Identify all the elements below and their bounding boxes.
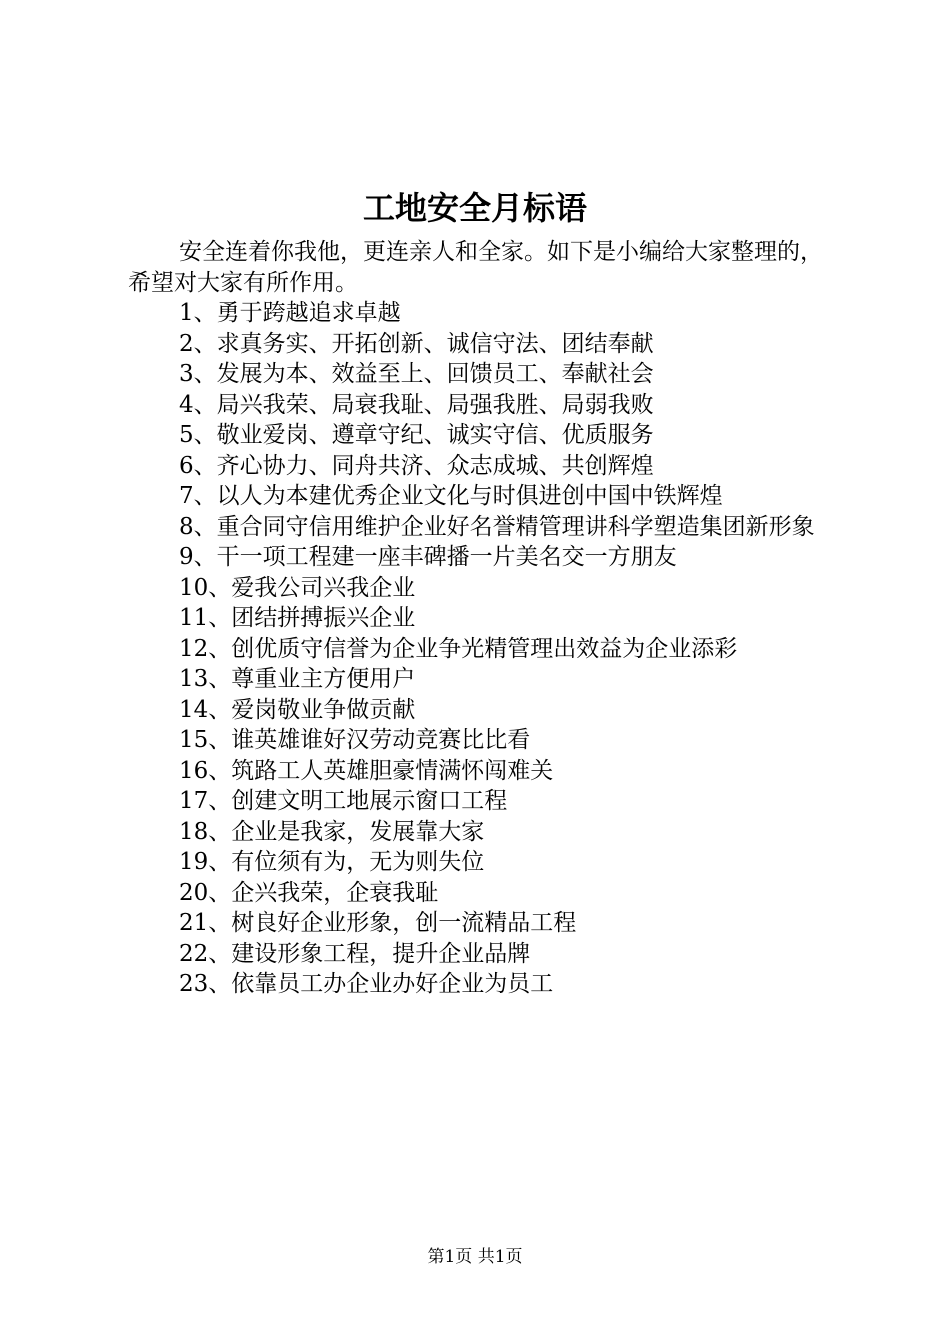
list-item: 19、有位须有为，无为则失位 <box>179 849 485 875</box>
list-item: 11、团结拼搏振兴企业 <box>179 605 416 631</box>
list-item: 6、齐心协力、同舟共济、众志成城、共创辉煌 <box>179 452 654 479</box>
list-item: 10、爱我公司兴我企业 <box>179 574 416 601</box>
list-item: 3、发展为本、效益至上、回馈员工、奉献社会 <box>179 361 654 387</box>
page-footer: 第1页 共1页 <box>427 1247 523 1267</box>
list-item: 15、谁英雄谁好汉劳动竞赛比比看 <box>179 727 531 753</box>
list-item: 21、树良好企业形象，创一流精品工程 <box>179 910 577 936</box>
list-item: 9、干一项工程建一座丰碑播一片美名交一方朋友 <box>179 544 677 570</box>
list-item: 17、创建文明工地展示窗口工程 <box>179 788 508 814</box>
list-item: 18、企业是我家，发展靠大家 <box>179 818 485 845</box>
list-item: 22、建设形象工程，提升企业品牌 <box>179 940 531 967</box>
list-item: 14、爱岗敬业争做贡献 <box>179 696 416 723</box>
list-item: 2、求真务实、开拓创新、诚信守法、团结奉献 <box>179 330 654 357</box>
document-title: 工地安全月标语 <box>362 189 587 227</box>
list-item: 23、依靠员工办企业办好企业为员工 <box>179 971 554 997</box>
list-item: 13、尊重业主方便用户 <box>179 666 416 692</box>
list-item: 1、勇于跨越追求卓越 <box>179 300 401 326</box>
list-item: 4、局兴我荣、局衰我耻、局强我胜、局弱我败 <box>179 391 654 418</box>
slogan-list <box>128 298 834 1000</box>
intro-paragraph: 安全连着你我他，更连亲人和全家。如下是小编给大家整理的，希望对大家有所作用。 <box>128 239 823 296</box>
list-item: 16、筑路工人英雄胆豪情满怀闯难关 <box>179 757 554 784</box>
list-item: 7、以人为本建优秀企业文化与时俱进创中国中铁辉煌 <box>179 483 723 509</box>
list-item: 5、敬业爱岗、遵章守纪、诚实守信、优质服务 <box>179 422 654 448</box>
list-item: 12、创优质守信誉为企业争光精管理出效益为企业添彩 <box>179 635 738 662</box>
list-item: 8、重合同守信用维护企业好名誉精管理讲科学塑造集团新形象 <box>179 513 815 540</box>
list-item: 20、企兴我荣，企衰我耻 <box>179 879 439 906</box>
